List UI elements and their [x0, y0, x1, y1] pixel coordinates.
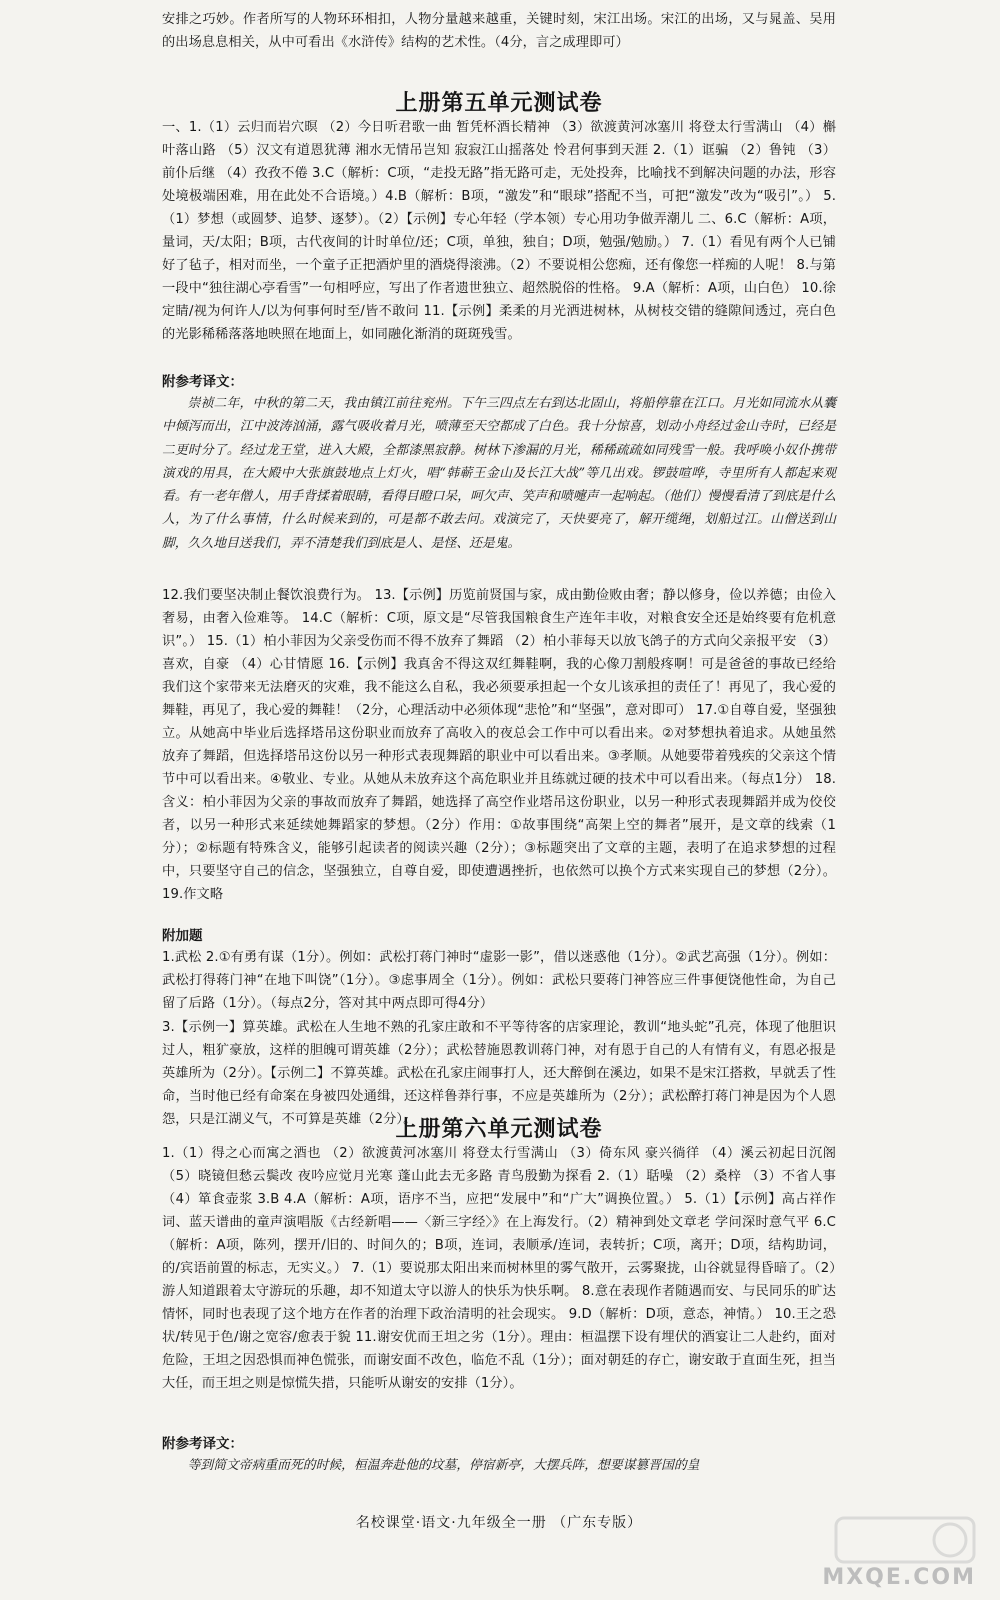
- unit5-answers-part2: 12.我们要坚决制止餐饮浪费行为。 13.【示例】历览前贤国与家，成由勤俭败由奢；静以修身，俭以养德；由俭入奢易，由奢入俭难等。 14.C（解析：C项，原文是“尽管我国粮食生产连年丰收，对粮食安全还是始终要有危机意识”。） 15.（1）柏小菲因为父亲受伤而不得不放弃了舞蹈 （2）柏小菲每天以放飞鸽子的方式向父亲报平安 （3）喜欢，自豪 （4）心甘情愿 16.【示例】我真舍不得这双红舞鞋啊，我的心像刀割般疼啊！可是爸爸的事故已经给我们这个家带来无法磨灭的灾难，我不能这么自私，我必须要承担起一个女儿该承担的责任了！再见了，我心爱的舞鞋，再见了，我心爱的舞鞋！（2分，心理活动中必须体现“悲怆”和“坚强”，意对即可） 17.①自尊自爱，坚强独立。从她高中毕业后选择塔吊这份职业而放弃了高收入的夜总会工作中可以看出来。②对梦想执着追求。从她虽然放弃了舞蹈，但选择塔吊这份以另一种形式表现舞蹈的职业中可以看出来。③孝顺。从她要带着残疾的父亲这个情节中可以看出来。④敬业、专业。从她从未放弃这个高危职业并且练就过硬的技术中可以看出来。（每点1分） 18.含义：柏小菲因为父亲的事故而放弃了舞蹈，她选择了高空作业塔吊这份职业，以另一种形式表现舞蹈并成为佼佼者，以另一种形式来延续她舞蹈家的梦想。（2分）作用：①故事围绕“高架上空的舞者”展开，是文章的线索（1分）；②标题有特殊含义，能够引起读者的阅读兴趣（2分）；③标题突出了文章的主题，表明了在追求梦想的过程中，只要坚守自己的信念，坚强独立，自尊自爱，即使遭遇挫折，也依然可以换个方式来实现自己的梦想（2分）。 19.作文略: [162, 588, 836, 902]
- intro-paragraph: 安排之巧妙。作者所写的人物环环相扣，人物分量越来越重，关键时刻，宋江出场。宋江的出场，又与晁盖、吴用的出场息息相关，从中可看出《水浒传》结构的艺术性。（4分，言之成理即可）: [162, 12, 836, 50]
- appendix-answers-part1: 1.武松 2.①有勇有谋（1分）。例如：武松打蒋门神时“虚影一影”，借以迷惑他（1分）。②武艺高强（1分）。例如：武松打得蒋门神“在地下叫饶”（1分）。③虑事周全（1分）。例如：武松只要蒋门神答应三件事便饶他性命，为自己留了后路（1分）。（每点2分，答对其中两点即可得4分）: [162, 950, 836, 1011]
- appendix-answers-part2: 3.【示例一】算英雄。武松在人生地不熟的孔家庄敢和不平等待客的店家理论，教训“地头蛇”孔亮，体现了他胆识过人，粗犷豪放，这样的胆魄可谓英雄（2分）；武松替施恩教训蒋门神，对有恩于自己的人有情有义，有恩必报是英雄所为（2分）。【示例二】不算英雄。武松在孔家庄闹事打人，还大醉倒在溪边，如果不是宋江搭救，早就丢了性命，当时他已经有命案在身被四处通缉，还这样鲁莽行事，不应是英雄所为（2分）；武松醉打蒋门神是因为个人恩怨，只是江湖义气，不可算是英雄（2分）。: [162, 1020, 836, 1127]
- appendix-label: 附加题: [162, 928, 203, 944]
- watermark-text: MXQE.COM: [822, 1565, 976, 1590]
- unit5-translation: 崇祯二年，中秋的第二天，我由镇江前往兖州。下午三四点左右到达北固山，将船停靠在江口。月光如同流水从囊中倾泻而出，江中波涛汹涌，露气吸收着月光，喷薄至天空都成了白色。我十分惊喜，划动小舟经过金山寺时，已经是二更时分了。经过龙王堂，进入大殿，全都漆黑寂静。树林下渗漏的月光，稀稀疏疏如同残雪一般。我呼唤小奴仆携带演戏的用具，在大殿中大张旗鼓地点上灯火，唱“韩蕲王金山及长江大战”等几出戏。锣鼓喧哗，寺里所有人都起来观看。有一老年僧人，用手背揉着眼睛，看得目瞪口呆，呵欠声、笑声和喷嚏声一起响起。（他们）慢慢看清了到底是什么人，为了什么事情，什么时候来到的，可是都不敢去问。戏演完了，天快要亮了，解开缆绳，划船过江。山僧送到山脚，久久地目送我们，弄不清楚我们到底是人、是怪、还是鬼。: [162, 396, 836, 551]
- unit5-answers-part1: 一、1.（1）云归而岩穴暝 （2）今日听君歌一曲 暂凭杯酒长精神 （3）欲渡黄河冰塞川 将登太行雪满山 （4）槲叶落山路 （5）汉文有道恩犹薄 湘水无情吊岂知 寂寂江山摇落处 怜君何事到天涯 2.（1）诓骗 （2）鲁钝 （3）前仆后继 （4）孜孜不倦 3.C（解析：C项，“走投无路”指无路可走，无处投奔，比喻找不到解决问题的办法，形容处境极端困难，用在此处不合语境。）4.B（解析：B项，“激发”和“眼球”搭配不当，可把“激发”改为“吸引”。） 5.（1）梦想（或圆梦、追梦、逐梦）。（2）【示例】专心年轻（学本领）专心用功争做弄潮儿 二、6.C（解析：A项，量词，天/太阳；B项，古代夜间的计时单位/还；C项，单独，独自；D项，勉强/勉励。） 7.（1）看见有两个人已铺好了毡子，相对而坐，一个童子正把酒炉里的酒烧得滚沸。（2）不要说相公您痴，还有像您一样痴的人呢！ 8.与第一段中“独往湖心亭看雪”一句相呼应，写出了作者遗世独立、超然脱俗的性格。 9.A（解析：A项，山白色） 10.徐定睛/视为何许人/以为何事何时至/皆不敢问 11.【示例】柔柔的月光洒进树林，从树枝交错的缝隙间透过，亮白色的光影稀稀落落地映照在地面上，如同融化渐消的斑斑残雪。: [162, 120, 836, 342]
- page-footer: 名校课堂·语文·九年级全一册 （广东专版）: [355, 1515, 643, 1531]
- unit6-answers: 1.（1）得之心而寓之酒也 （2）欲渡黄河冰塞川 将登太行雪满山 （3）倚东风 豪兴徜徉 （4）溪云初起日沉阁 （5）晓镜但愁云鬓改 夜吟应觉月光寒 蓬山此去无多路 青鸟殷勤为探看 2.（1）聒噪 （2）桑梓 （3）不省人事 （4）箪食壶浆 3.B 4.A（解析：A项，语序不当，应把“发展中”和“广大”调换位置。） 5.（1）【示例】高占祥作词、蓝天谱曲的童声演唱版《古经新唱——〈新三字经〉》在上海发行。（2）精神到处文章老 学问深时意气平 6.C（解析：A项，陈列，摆开/旧的、时间久的；B项，连词，表顺承/连词，表转折；C项，离开；D项，结构助词，的/宾语前置的标志，无实义。） 7.（1）要说那太阳出来而树林里的雾气散开，云雾聚拢，山谷就显得昏暗了。（2）游人知道跟着太守游玩的乐趣，却不知道太守以游人的快乐为快乐啊。 8.意在表现作者随遇而安、与民同乐的旷达情怀，同时也表现了这个地方在作者的治理下政治清明的社会现实。 9.D（解析：D项，意态，神情。） 10.王之恐状/转见于色/谢之宽容/愈表于貌 11.谢安优而王坦之劣（1分）。理由：桓温摆下设有埋伏的酒宴让二人赴约，面对危险，王坦之因恐惧而神色慌张，而谢安面不改色，临危不乱（1分）；面对朝廷的存亡，谢安敢于直面生死，担当大任，而王坦之则是惊慌失措，只能听从谢安的安排（1分）。: [162, 1146, 836, 1391]
- unit5-translation-label: 附参考译文：: [162, 374, 243, 390]
- unit6-translation-label: 附参考译文：: [162, 1436, 243, 1452]
- unit6-translation: 等到简文帝病重而死的时候，桓温奔赴他的坟墓，停宿新亭，大摆兵阵，想要谋篡晋国的皇: [187, 1458, 700, 1473]
- unit5-title: 上册第五单元测试卷: [395, 91, 603, 116]
- unit6-title: 上册第六单元测试卷: [395, 1117, 603, 1142]
